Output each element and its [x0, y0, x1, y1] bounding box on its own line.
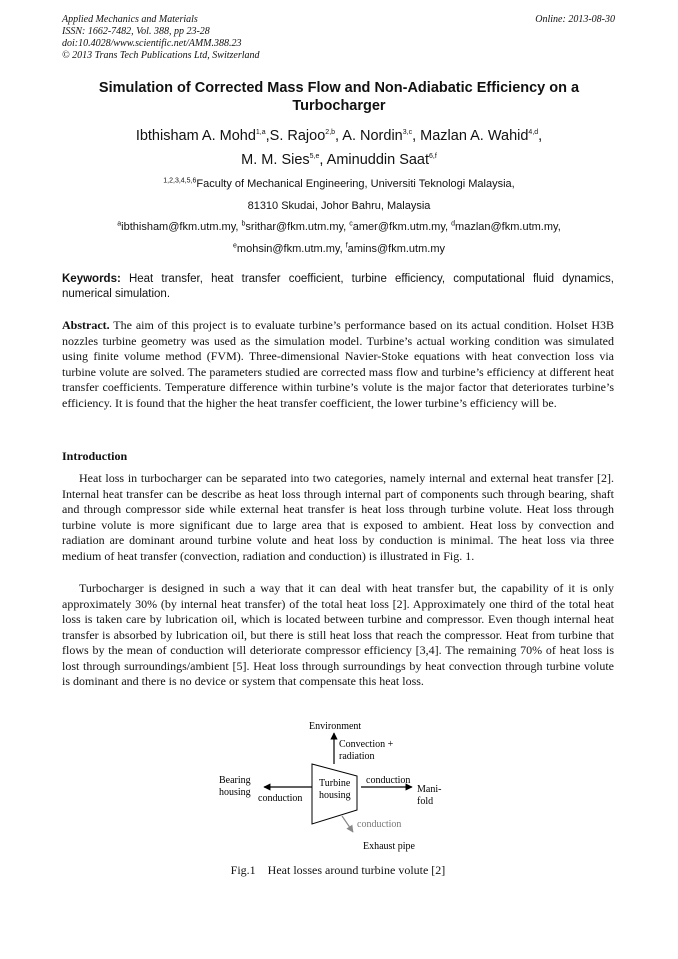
email-sup: d	[451, 220, 456, 228]
email-address: srithar@fkm.utm.my,	[245, 221, 350, 233]
author-line-1	[62, 124, 616, 148]
email-line-1	[62, 217, 616, 239]
email-sup: f	[345, 241, 348, 249]
author-name: M. M. Sies	[241, 152, 310, 168]
affiliation-text: Faculty of Mechanical Engineering, Universiti Teknologi Malaysia,	[196, 178, 515, 190]
heat-loss-diagram	[200, 714, 480, 859]
affiliation-line-1	[62, 174, 616, 196]
abstract-text: The aim of this project is to evaluate turbine’s performance based on its actual condition. Holset H3B nozzles turbine geometry was used as the simulation model. Turbine’s actual working condition was simulated using finite volume method (FVM). Three-dimensional Navier-Stoke equations with heat convection loss via turbine volute are solved. The parameters studied are corrected mass flow and turbine’s efficiency at different heat transfer coefficients. Temperature difference within turbine’s volute is the major factor that deteriorates turbine’s efficiency. It is found that the higher the heat transfer coefficient, the lower turbine’s efficiency will be.	[62, 318, 614, 410]
email-sup: b	[241, 220, 246, 228]
conduction-bottom-label: conduction	[357, 819, 402, 830]
email-address: mazlan@fkm.utm.my,	[455, 221, 561, 233]
bearing-label: Bearing	[219, 775, 251, 786]
author-sup: 4,d	[528, 129, 539, 137]
keywords-text: Heat transfer, heat transfer coefficient, turbine efficiency, computational fluid dynamics, numerical simulation.	[62, 273, 614, 300]
email-sup: c	[349, 220, 353, 228]
journal-issn: ISSN: 1662-7482, Vol. 388, pp 23-28	[62, 26, 210, 37]
email-address: ibthisham@fkm.utm.my,	[121, 221, 242, 233]
title-line-1: Simulation of Corrected Mass Flow and Non-Adiabatic Efficiency on a	[98, 80, 580, 96]
conduction-right-label: conduction	[366, 775, 411, 786]
author-name: Ibthisham A. Mohd	[135, 128, 256, 144]
arrow-down	[342, 816, 353, 832]
turbine-label: Turbine	[319, 778, 351, 789]
affiliation-sup: 1,2,3,4,5,6	[163, 177, 197, 185]
exhaust-label: Exhaust pipe	[363, 841, 415, 852]
author-separator: ,	[335, 128, 343, 144]
author-name: Mazlan A. Wahid	[420, 128, 529, 144]
journal-header	[62, 14, 260, 62]
paper-title	[62, 79, 616, 115]
author-sup: 3,c	[402, 129, 413, 137]
author-line-2	[62, 148, 616, 172]
author-name: A. Nordin	[342, 128, 403, 144]
introduction-paragraph-1: Heat loss in turbocharger can be separated into two categories, namely internal and external heat transfer [2]. Internal heat transfer can be describe as heat loss through internal part of components such through bearing, shaft and through compressor side while external heat transfer is heat loss through turbine volute. Heat loss through turbine volute is more significant due to large area that is exposed to ambient. Heat loss by convection and radiation are dominant around turbine volute and heat loss by conduction is minimal. The heat loss via three medium of heat transfer (convection, radiation and conduction) is illustrated in Fig. 1.	[62, 471, 614, 563]
keywords-paragraph	[62, 272, 614, 302]
email-line-2	[62, 239, 616, 261]
introduction-heading: Introduction	[62, 449, 128, 463]
author-sup: 1,a	[255, 129, 266, 137]
author-name: S. Rajoo	[269, 128, 326, 144]
online-date: Online: 2013-08-30	[535, 14, 615, 25]
journal-name: Applied Mechanics and Materials	[62, 14, 198, 25]
introduction-paragraph-2: Turbocharger is designed in such a way that it can deal with heat transfer but, the capability of it is only approximately 30% (by internal heat transfer) of the total heat loss [2]. Approximately one third of the total heat loss is taken care by lubrication oil, which is located between turbine and compressor. Even though internal heat transfer is absorbed by lubrication oil, but there is still heat loss that reach the compressor. Heat from turbine that flows by the mean of conduction will deteriorate compressor efficiency [3,4]. The remaining 70% of heat loss is lost through surroundings/ambient [5]. Heat loss through surroundings by heat convection through turbine volute is dominant and there is no device or system that compensate this heat loss.	[62, 581, 614, 688]
author-list	[62, 124, 616, 172]
journal-doi: doi:10.4028/www.scientific.net/AMM.388.23	[62, 38, 242, 49]
title-line-2: Turbocharger	[292, 98, 386, 114]
abstract-paragraph	[62, 318, 614, 411]
journal-copyright: © 2013 Trans Tech Publications Ltd, Switzerland	[62, 50, 260, 61]
author-separator: ,	[265, 128, 270, 144]
author-separator: ,	[538, 128, 543, 144]
abstract-label: Abstract.	[62, 318, 110, 332]
environment-label: Environment	[309, 721, 362, 732]
manifold-label: Mani-	[417, 784, 442, 795]
bearing-housing-label: housing	[219, 787, 251, 798]
email-sup: a	[117, 220, 122, 228]
keywords-label: Keywords:	[62, 273, 121, 285]
author-separator: ,	[412, 128, 421, 144]
affiliation-block	[62, 174, 616, 260]
conduction-left-label: conduction	[258, 793, 303, 804]
author-sup: 6,f	[429, 153, 437, 161]
affiliation-line-2: 81310 Skudai, Johor Bahru, Malaysia	[247, 199, 431, 212]
email-address: mohsin@fkm.utm.my,	[236, 242, 346, 255]
author-sup: 2,b	[325, 129, 336, 137]
author-separator: ,	[319, 152, 327, 168]
manifold-label-2: fold	[417, 796, 434, 807]
figure-caption: Fig.1 Heat losses around turbine volute [2]	[230, 863, 446, 877]
email-address: amins@fkm.utm.my	[347, 242, 445, 255]
author-name: Aminuddin Saat	[326, 152, 430, 168]
author-sup: 5,e	[309, 153, 320, 161]
radiation-label: radiation	[339, 751, 375, 762]
convection-label: Convection +	[339, 739, 394, 750]
email-address: amer@fkm.utm.my,	[352, 221, 452, 233]
housing-label: housing	[319, 790, 351, 801]
email-sup: e	[233, 241, 237, 249]
